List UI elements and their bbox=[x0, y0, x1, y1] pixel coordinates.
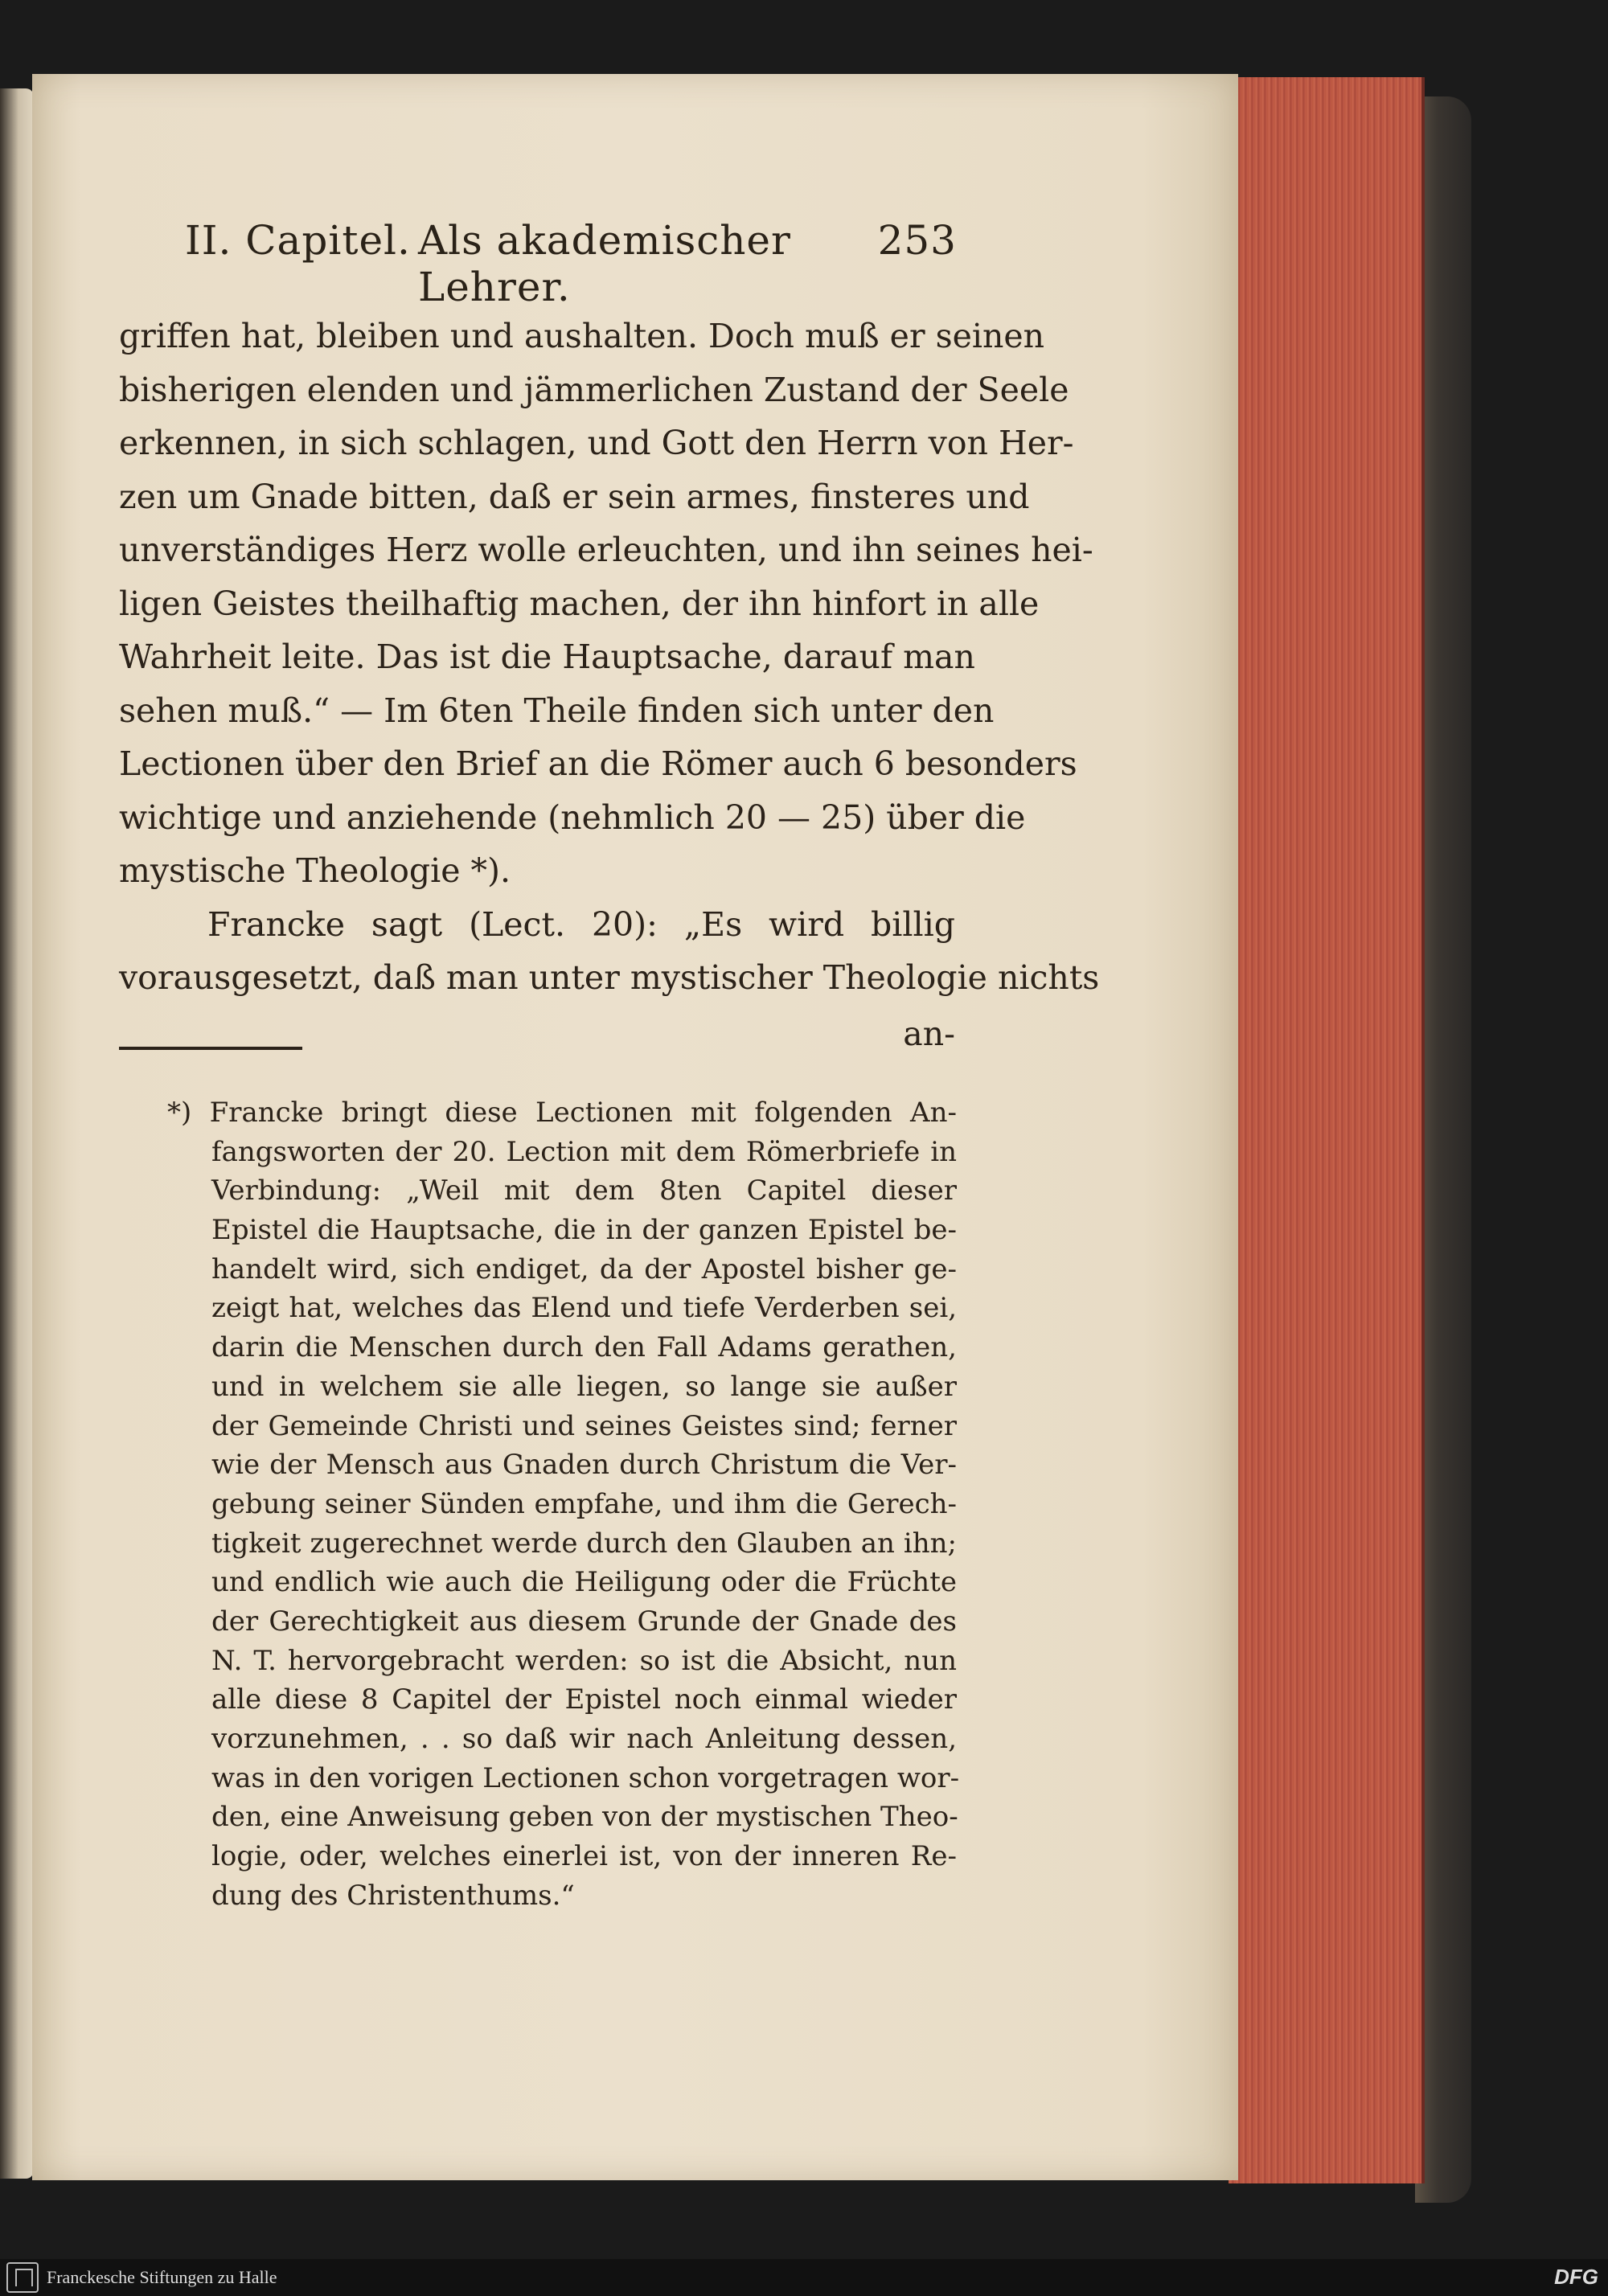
footnote-line: wie der Mensch aus Gnaden durch Christum die Ver- bbox=[211, 1449, 957, 1482]
text-line: mystische Theologie *). bbox=[119, 851, 511, 890]
viewer-footer bbox=[0, 2259, 1608, 2296]
institution-credit: Franckesche Stiftungen zu Halle bbox=[47, 2267, 277, 2287]
footnote-line: zeigt hat, welches das Elend und tiefe Verderben sei, bbox=[211, 1292, 957, 1325]
footnote-line: und in welchem sie alle liegen, so lange sie außer bbox=[211, 1370, 957, 1403]
book-fore-edge bbox=[1229, 77, 1425, 2183]
footnote-line: *) Francke bringt diese Lectionen mit folgenden An- bbox=[167, 1097, 957, 1129]
text-line: Lectionen über den Brief an die Römer auch 6 besonders bbox=[119, 744, 1077, 783]
footnote-line: dung des Christenthums.“ bbox=[211, 1879, 575, 1912]
text-line: erkennen, in sich schlagen, und Gott den Herrn von Her- bbox=[119, 424, 1074, 462]
footnote-line: den, eine Anweisung geben von der mystischen Theo- bbox=[211, 1801, 958, 1834]
previous-page-edge bbox=[0, 88, 34, 2179]
chapter-title: Als akademischer Lehrer. bbox=[418, 217, 791, 310]
footnote-line: handelt wird, sich endiget, da der Apostel bisher ge- bbox=[211, 1253, 957, 1285]
paragraph-line: vorausgesetzt, daß man unter mystischer Theologie nichts bbox=[119, 958, 1100, 997]
catchword-row bbox=[119, 1015, 955, 1063]
page-number: 253 bbox=[877, 217, 957, 264]
text-line: unverständiges Herz wolle erleuchten, und ihn seines hei- bbox=[119, 531, 1093, 569]
text-line: sehen muß.“ — Im 6ten Theile finden sich unter den bbox=[119, 691, 995, 730]
footnote-line: darin die Menschen durch den Fall Adams gerathen, bbox=[211, 1331, 957, 1364]
footnote-line: Verbindung: „Weil mit dem 8ten Capitel dieser bbox=[211, 1175, 957, 1207]
footnote-line: der Gemeinde Christi und seines Geistes sind; ferner bbox=[211, 1409, 957, 1442]
dfg-logo: DFG bbox=[1554, 2265, 1598, 2289]
footnote-line: alle diese 8 Capitel der Epistel noch einmal wieder bbox=[211, 1683, 957, 1716]
footnote-line: was in den vorigen Lectionen schon vorgetragen wor- bbox=[211, 1761, 960, 1794]
institution-logo-icon bbox=[6, 2262, 39, 2293]
footnote-line: fangsworten der 20. Lection mit dem Römerbriefe in bbox=[211, 1135, 957, 1168]
footnote-line: vorzunehmen, . . so daß wir nach Anleitung dessen, bbox=[211, 1723, 957, 1755]
running-head bbox=[185, 217, 957, 310]
text-line: griffen hat, bleiben und aushalten. Doch muß er seinen bbox=[119, 317, 1045, 355]
footnote-line: N. T. hervorgebracht werden: so ist die Absicht, nun bbox=[211, 1644, 957, 1677]
footnote-line: der Gerechtigkeit aus diesem Grunde der Gnade des bbox=[211, 1605, 957, 1638]
footnote-line: tigkeit zugerechnet werde durch den Glauben an ihn; bbox=[211, 1527, 957, 1560]
footnote bbox=[167, 1093, 960, 1915]
text-line: wichtige und anziehende (nehmlich 20 — 25) über die bbox=[119, 797, 1026, 837]
main-text bbox=[119, 310, 1100, 1005]
footnote-rule bbox=[119, 1047, 302, 1050]
text-line: bisherigen elenden und jämmerlichen Zustand der Seele bbox=[119, 370, 1069, 409]
footnote-line: gebung seiner Sünden empfahe, und ihm die Gerech- bbox=[211, 1487, 957, 1520]
chapter-label: II. Capitel. bbox=[185, 217, 411, 264]
footnote-line: und endlich wie auch die Heiligung oder die Früchte bbox=[211, 1566, 957, 1599]
catchword: an- bbox=[903, 1015, 955, 1053]
paragraph-line: Francke sagt (Lect. 20): „Es wird billig bbox=[207, 904, 955, 944]
footnote-line: Epistel die Hauptsache, die in der ganzen Epistel be- bbox=[211, 1214, 957, 1247]
footnote-line: logie, oder, welches einerlei ist, von der inneren Re- bbox=[211, 1840, 957, 1873]
text-line: Wahrheit leite. Das ist die Hauptsache, darauf man bbox=[119, 638, 975, 676]
text-line: ligen Geistes theilhaftig machen, der ihn hinfort in alle bbox=[119, 584, 1040, 623]
text-line: zen um Gnade bitten, daß er sein armes, finsteres und bbox=[119, 477, 1030, 516]
